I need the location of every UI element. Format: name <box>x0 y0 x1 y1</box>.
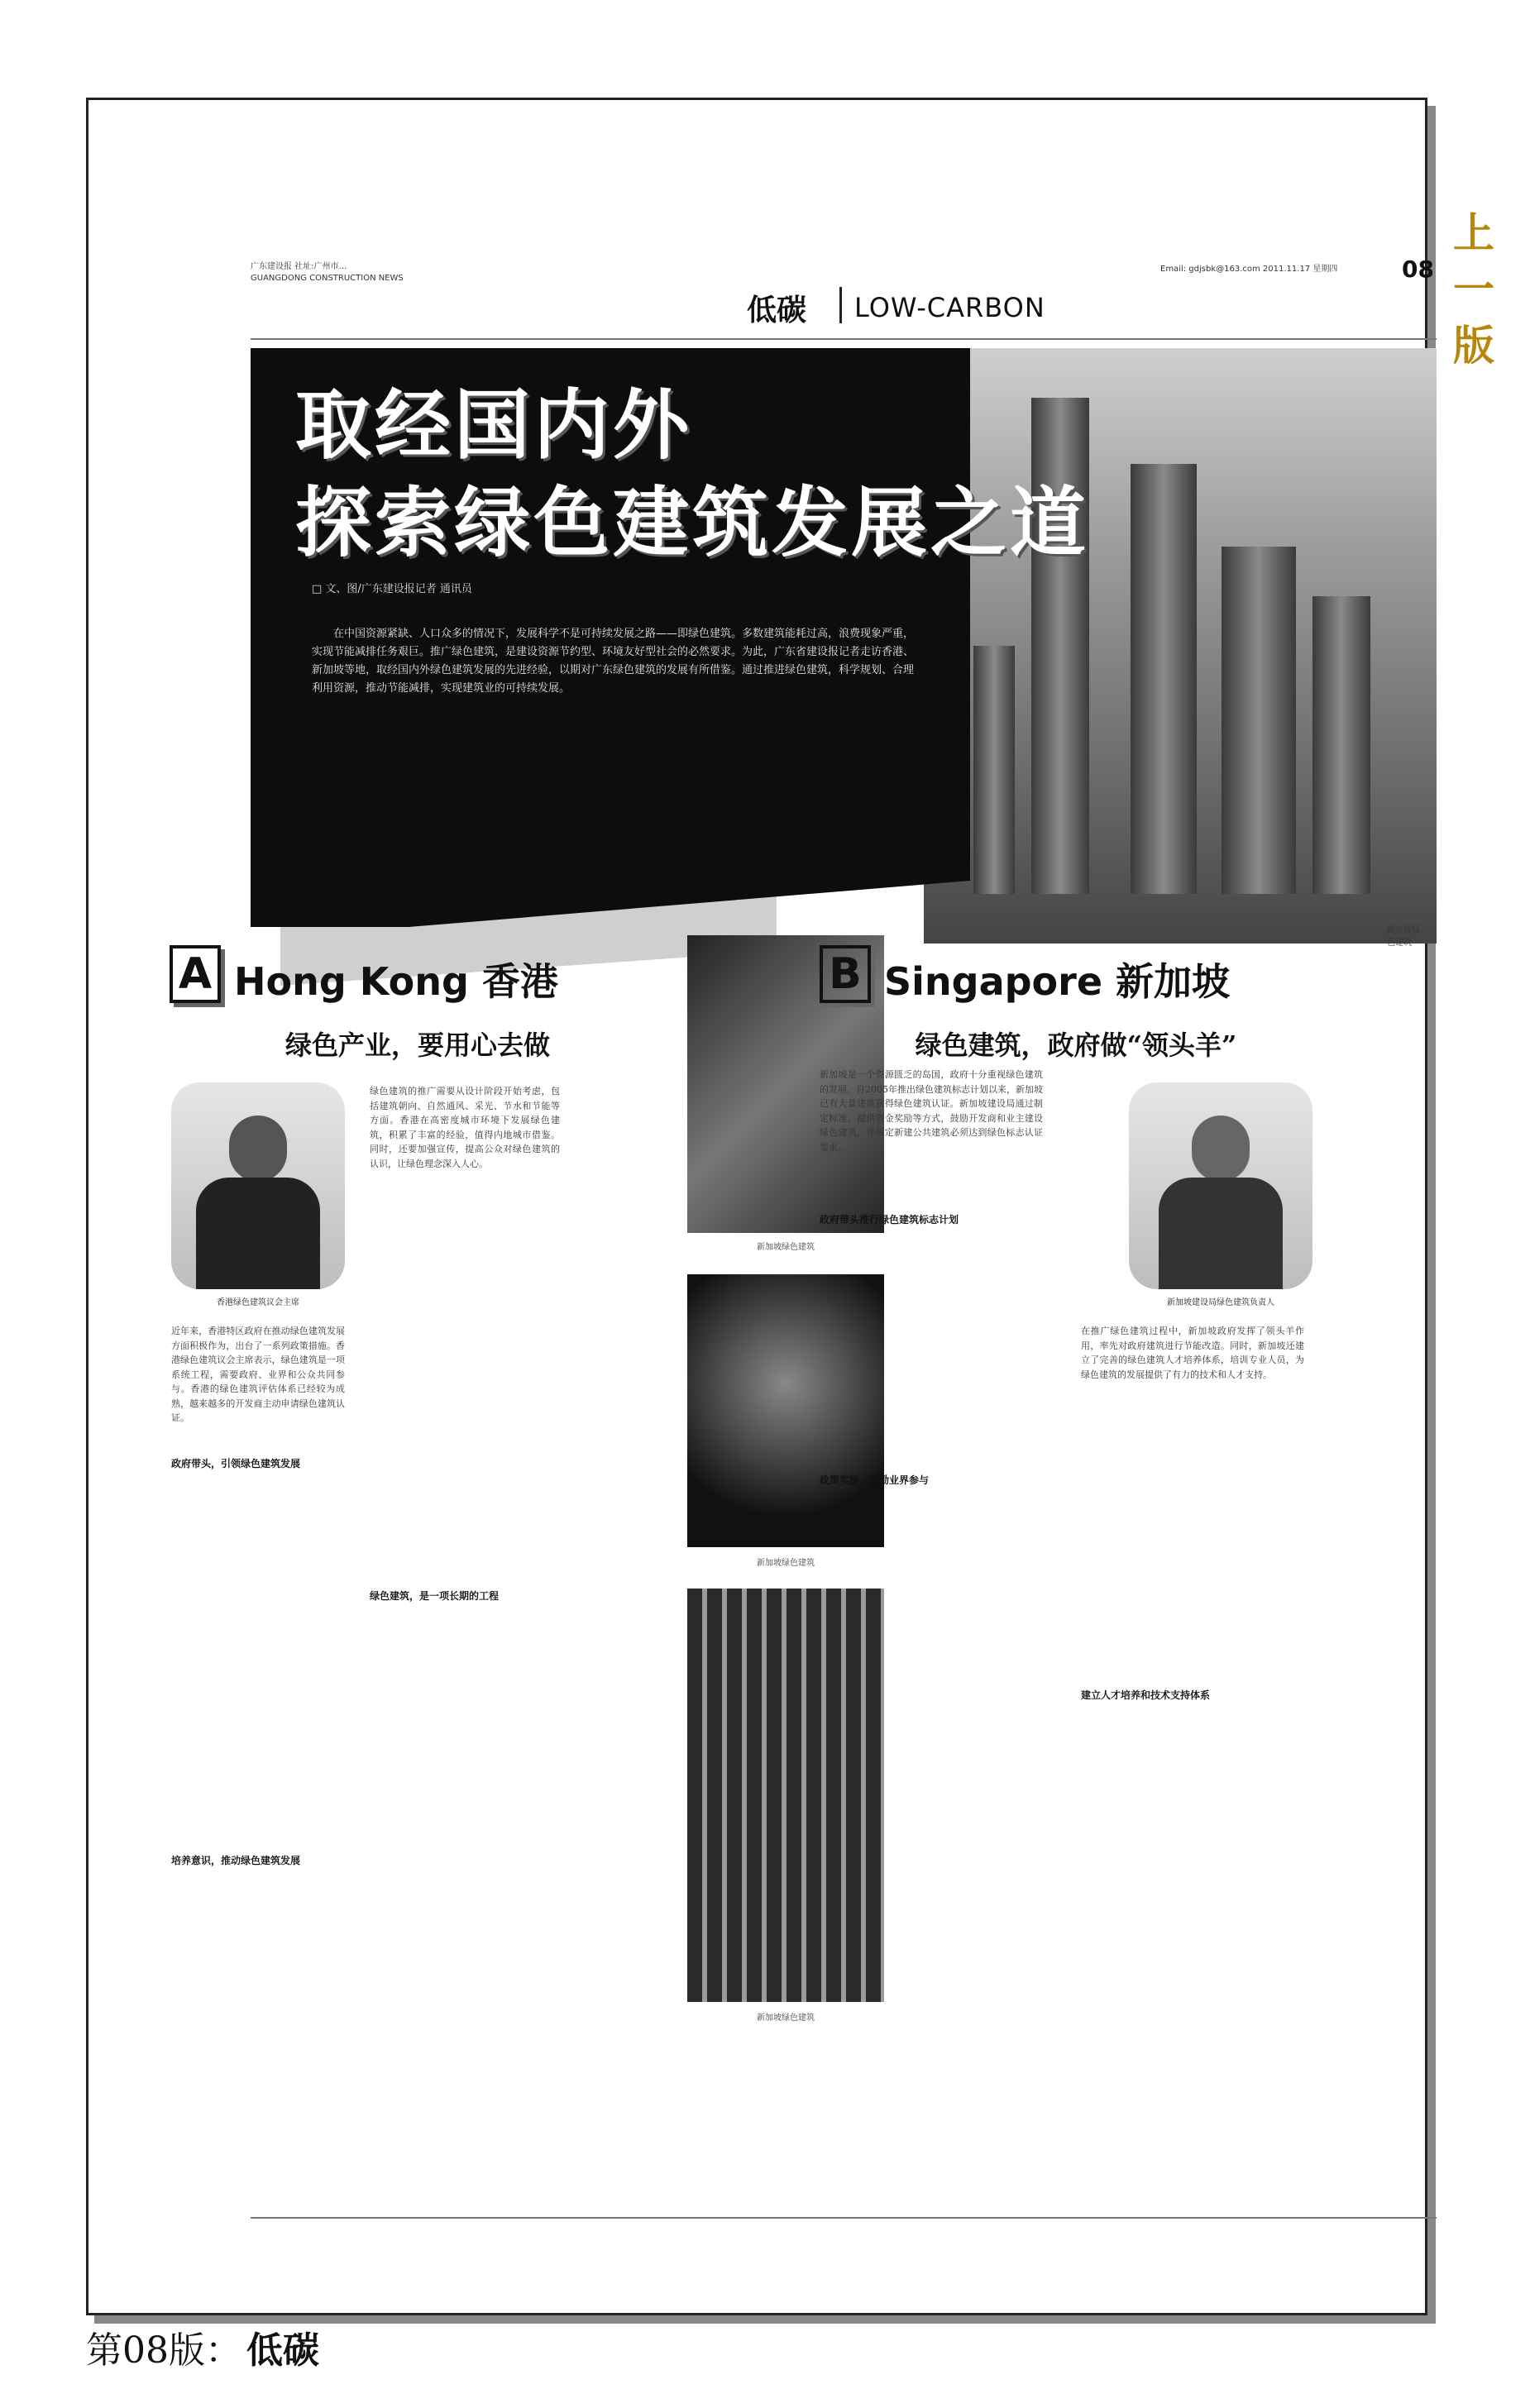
headline <box>295 377 1089 572</box>
section-b-subhead: 绿色建筑，政府做“领头羊” <box>915 1030 1237 1061</box>
section-a-portrait <box>171 1082 345 1289</box>
section-b-column-2: 在推广绿色建筑过程中，新加坡政府发挥了领头羊作用，率先对政府建筑进行节能改造。同时，新加坡还建立了完善的绿色建筑人才培养体系，培训专业人员，为绿色建筑的发展提供了有力的技术和人才支持。 <box>1081 1326 1304 1380</box>
byline: □ 文、图/广东建设报记者 通讯员 <box>312 583 472 595</box>
page-caption <box>86 2320 319 2373</box>
section-b-subhead-2: 政策奖励，鼓励业界参与 <box>820 1474 930 1486</box>
section-b-portrait <box>1129 1082 1312 1289</box>
headline-line-1: 取经国内外 <box>295 381 693 470</box>
hero-photo-credit: 新加坡绿色建筑 <box>1387 926 1420 948</box>
footer-rule <box>251 2217 1437 2219</box>
section-b-subhead-3: 建立人才培养和技术支持体系 <box>1081 1689 1211 1701</box>
section-a-subhead-1: 政府带头，引领绿色建筑发展 <box>171 1458 301 1469</box>
page-caption-section: 低碳 <box>246 2329 319 2372</box>
mid-photo-2-caption: 新加坡绿色建筑 <box>757 1559 815 1568</box>
section-divider <box>839 287 842 323</box>
section-title-cn: 低碳 <box>747 293 807 327</box>
section-b-portrait-caption: 新加坡建设局绿色建筑负责人 <box>1167 1298 1274 1307</box>
section-a-column-1: 近年来，香港特区政府在推动绿色建筑发展方面积极作为，出台了一系列政策措施。香港绿色建筑议会主席表示，绿色建筑是一项系统工程，需要政府、业界和公众共同参与。香港的绿色建筑评估体系已经较为成熟，越来越多的开发商主动申请绿色建筑认证。 <box>171 1326 345 1423</box>
section-a-letter: A <box>170 945 221 1003</box>
headline-line-2: 探索绿色建筑发展之道 <box>295 479 1090 567</box>
newspaper-page <box>86 98 1434 2315</box>
section-a-subhead-2: 绿色建筑，是一项长期的工程 <box>370 1590 500 1602</box>
masthead-contact: Email: gdjsbk@163.com 2011.11.17 星期四 <box>1160 265 1338 274</box>
masthead-english-name: GUANGDONG CONSTRUCTION NEWS <box>251 274 404 283</box>
section-b-subhead-1: 政府带头推行绿色建筑标志计划 <box>820 1214 959 1226</box>
header-rule <box>251 338 1437 340</box>
section-a-column-2: 绿色建筑的推广需要从设计阶段开始考虑，包括建筑朝向、自然通风、采光、节水和节能等方面。香港在高密度城市环境下发展绿色建筑，积累了丰富的经验，值得内地城市借鉴。同时，还要加强宣传，提高公众对绿色建筑的认识，让绿色理念深入人心。 <box>370 1086 560 1169</box>
intro-paragraph: 在中国资源紧缺、人口众多的情况下，发展科学不是可持续发展之路——即绿色建筑。多数建筑能耗过高，浪费现象严重，实现节能减排任务艰巨。推广绿色建筑，是建设资源节约型、环境友好型社会的必然要求。为此，广东省建设报记者走访香港、新加坡等地，取经国内外绿色建筑发展的先进经验，以期对广东绿色建筑的发展有所借鉴。通过推进绿色建筑，科学规划、合理利用资源，推动节能减排，实现建筑业的可持续发展。 <box>312 628 915 695</box>
mid-photo-3-caption: 新加坡绿色建筑 <box>757 2014 815 2023</box>
mid-photo-3 <box>687 1589 884 2002</box>
section-title-en: LOW-CARBON <box>854 292 1045 323</box>
section-a-portrait-caption: 香港绿色建筑议会主席 <box>217 1298 299 1307</box>
section-a-subhead-3: 培养意识，推动绿色建筑发展 <box>171 1855 301 1866</box>
section-a-title: Hong Kong 香港 <box>234 959 558 1004</box>
masthead-publisher: 广东建设报 社址:广州市… <box>251 262 347 271</box>
page-number: 08 <box>1402 256 1434 283</box>
masthead-left <box>251 261 404 284</box>
section-a-subhead: 绿色产业，要用心去做 <box>284 1030 550 1061</box>
previous-page-link[interactable]: 上一版 <box>1453 208 1494 370</box>
section-b-letter: B <box>820 945 871 1003</box>
mid-photo-2 <box>687 1274 884 1547</box>
section-b-column-1: 新加坡是一个资源匮乏的岛国，政府十分重视绿色建筑的发展。自2005年推出绿色建筑标志计划以来，新加坡已有大量建筑获得绿色建筑认证。新加坡建设局通过制定标准、提供资金奖励等方式，鼓励开发商和业主建设绿色建筑，并规定新建公共建筑必须达到绿色标志认证要求。 <box>820 1069 1043 1153</box>
page-caption-prefix: 第08版： <box>86 2329 241 2372</box>
section-b-title: Singapore 新加坡 <box>884 959 1231 1004</box>
mid-photo-1-caption: 新加坡绿色建筑 <box>757 1243 815 1252</box>
